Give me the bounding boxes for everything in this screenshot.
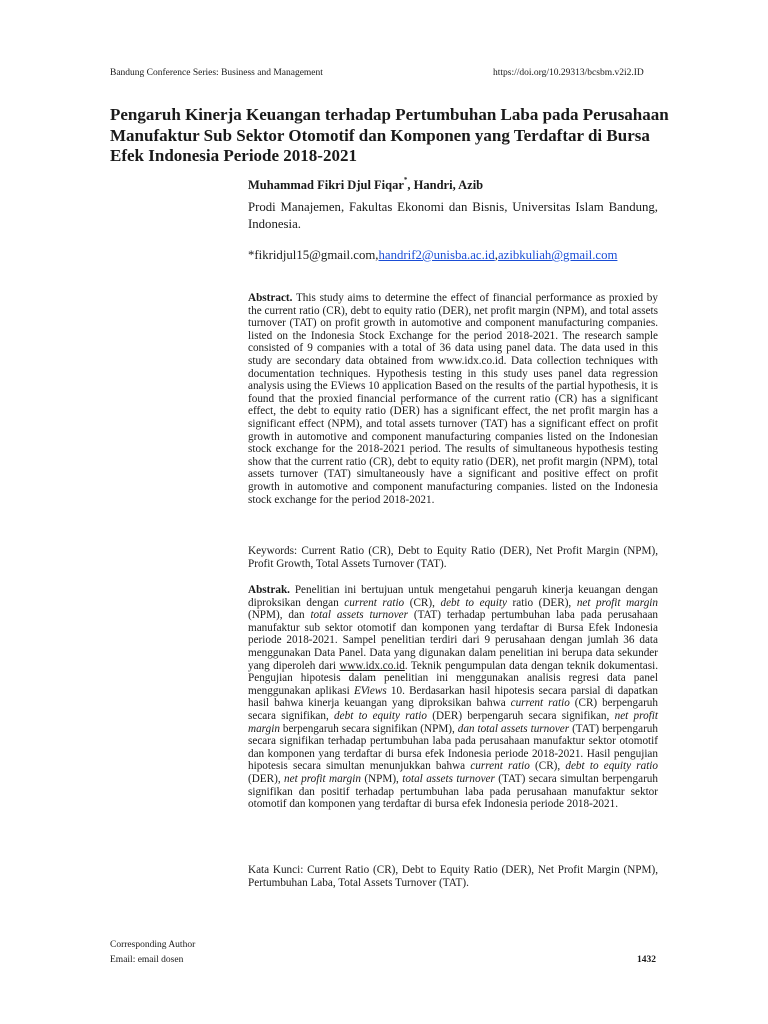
abstrak-text: (TAT) terhadap pertumbuhan laba pada perusahaan manufaktur sub sektor otomotif dan komponen yang terdaftar di Bursa Efek Indonesia periode 2018-2021. Sampel penelitian terdiri dari 9 perusahaan dengan jumlah 36 data menggunakan Data Panel. Data yang digunakan dalam penelitian ini berupa data sekunder yang diperoleh dari [248, 609, 659, 672]
abstrak-term: total assets turnover [310, 609, 408, 622]
email-link-handri[interactable]: handrif2@unisba.ac.id [378, 248, 495, 262]
abstrak-term: debt to equity [440, 596, 507, 609]
abstract-indonesian [248, 584, 658, 811]
keywords-english: Keywords: Current Ratio (CR), Debt to Equity Ratio (DER), Net Profit Margin (NPM), Profit Growth, Total Assets Turnover (TAT). [248, 545, 658, 570]
abstract-english [248, 292, 658, 506]
abstrak-text: (CR) berpengaruh secara signifikan, [248, 697, 658, 722]
abstrak-text: berpengaruh secara signifikan (NPM), [279, 722, 458, 735]
email-first: *fikridjul15@gmail.com, [248, 248, 379, 262]
abstrak-term: net profit margin [248, 709, 658, 735]
doi-link[interactable]: https://doi.org/10.29313/bcsbm.v2i2.ID [493, 68, 644, 78]
author-first: Muhammad Fikri Djul Fiqar [248, 178, 404, 192]
abstrak-term: debt to equity ratio [565, 760, 659, 773]
abstrak-term: dan total assets turnover [457, 722, 570, 735]
corresponding-email: Email: email dosen [110, 955, 184, 965]
abstrak-term: total assets turnover [402, 772, 495, 785]
abstract-label: Abstract. [248, 292, 293, 304]
email-link-azib[interactable]: azibkuliah@gmail.com [497, 248, 618, 262]
abstrak-text: (TAT) berpengaruh secara signifikan terhadap pertumbuhan laba pada perusahaan manufaktur sektor otomotif dan komponen yang terdaftar di bursa efek Indonesia periode 2018-2021. Hasil pengujian hipotesis secara simultan menunjukkan bahwa [248, 722, 658, 773]
journal-series: Bandung Conference Series: Business and Management [110, 68, 323, 78]
abstract-text: This study aims to determine the effect of financial performance as proxied by the current ratio (CR), debt to equity ratio (DER), net profit margin (NPM), and total assets turnover (TAT) on profit growth in automotive and component manufacturing companies. listed on the Indonesia Stock Exchange for the period 2018-2021. The research sample consisted of 9 companies with a total of 36 data using panel data. The data used in this study are secondary data obtained from www.idx.co.id. Data collection techniques with documentation techniques. Hypothesis testing in this study uses panel data regression analysis using the EViews 10 application Based on the results of the partial hypothesis, it is found that the proxied financial performance of the current ratio (CR) has a significant effect, the debt to equity ratio (DER) has a significant effect, the net profit margin has a significant effect (NPM), and total assets turnover (TAT) has a significant effect on profit growth in automotive and component manufacturing companies listed on the Indonesian stock exchange for the 2018-2021 period. The results of simultaneous hypothesis testing show that the current ratio (CR), debt to equity ratio (DER), net profit margin (NPM), total assets turnover (TAT) simultaneously have a significant and positive effect on profit growth in automotive and component manufacturing companies. listed on the Indonesia stock exchange for the period 2018-2021. [248, 292, 658, 506]
abstrak-text: (CR), [404, 596, 441, 609]
abstrak-text: (TAT) secara simultan berpengaruh signifikan dan positif terhadap pertumbuhan laba pada perusahaan manufaktur sektor otomotif dan komponen yang terdaftar di bursa efek Indonesia periode 2018-2021. [248, 772, 658, 811]
abstrak-text: Penelitian ini bertujuan untuk mengetahui pengaruh kinerja keuangan dengan diproksikan dengan [248, 584, 658, 609]
abstrak-term: current ratio [470, 760, 530, 773]
abstrak-text: (NPM), [360, 772, 403, 785]
corresponding-mark: * [403, 176, 408, 184]
author-list [248, 176, 483, 193]
author-rest: , Handri, Azib [407, 178, 484, 192]
abstrak-text: 10. Berdasarkan hasil hipotesis secara parsial di dapatkan hasil bahwa kinerja keuangan yang diproksikan bahwa [248, 684, 658, 710]
keywords-indonesian: Kata Kunci: Current Ratio (CR), Debt to Equity Ratio (DER), Net Profit Margin (NPM), Pertumbuhan Laba, Total Assets Turnover (TAT). [248, 864, 658, 889]
abstrak-term: net profit margin [576, 596, 658, 609]
abstrak-label: Abstrak. [248, 584, 290, 596]
abstrak-term: current ratio [510, 697, 570, 710]
abstrak-text: (NPM), dan [248, 609, 311, 622]
paper-title: Pengaruh Kinerja Keuangan terhadap Pertumbuhan Laba pada Perusahaan Manufaktur Sub Sektor Otomotif dan Komponen yang Terdaftar di Bursa Efek Indonesia Periode 2018-2021 [110, 105, 669, 165]
corresponding-author-label: Corresponding Author [110, 940, 196, 950]
idx-link[interactable]: www.idx.co.id [339, 659, 405, 672]
abstrak-text: ratio (DER), [506, 596, 577, 609]
abstrak-term: debt to equity ratio [334, 709, 427, 722]
abstrak-text: . Teknik pengumpulan data dengan teknik dokumentasi. Pengujian hipotesis dalam penelitian ini menggunakan analisis regresi data panel menggunakan aplikasi [248, 659, 658, 697]
email-separator: , [494, 248, 498, 262]
affiliation: Prodi Manajemen, Fakultas Ekonomi dan Bisnis, Universitas Islam Bandung, Indonesia. [248, 200, 658, 231]
abstrak-text: (DER) berpengaruh secara signifikan, [426, 709, 615, 722]
abstrak-term: EViews [353, 684, 387, 697]
abstrak-text: (DER), [248, 772, 285, 785]
abstrak-text: (CR), [529, 760, 566, 773]
email-list [248, 247, 658, 263]
abstrak-term: net profit margin [284, 772, 361, 785]
abstrak-term: current ratio [344, 596, 405, 609]
page-number: 1432 [637, 955, 656, 965]
